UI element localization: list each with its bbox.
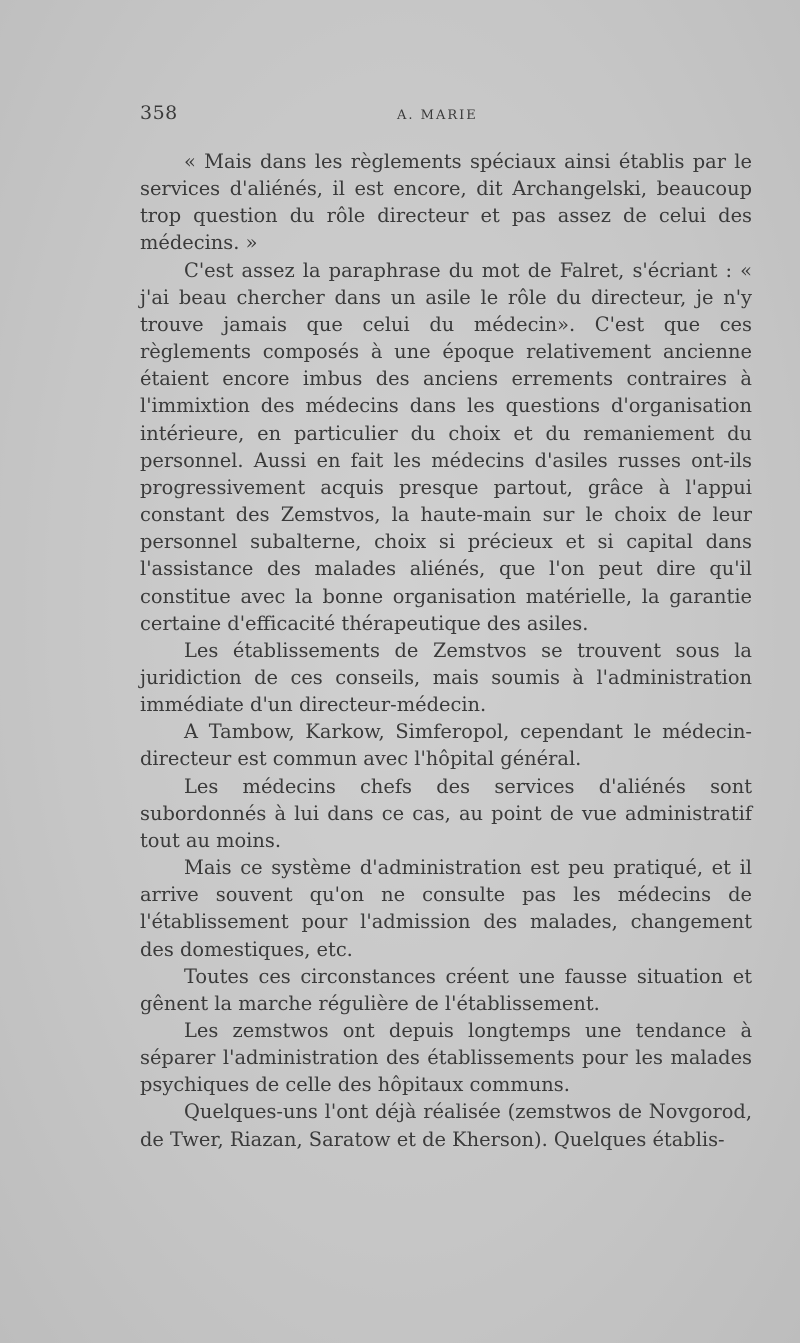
paragraph-1: « Mais dans les règlements spéciaux ainsi établis par le services d'aliénés, il est encore, dit Archangelski, beaucoup trop question du rôle directeur et pas assez de celui des médecins. » [140, 150, 752, 255]
paragraph-9: Quelques-uns l'ont déjà réalisée (zemstwos de Novgorod, de Twer, Riazan, Saratow et de Kherson). Quelques établis- [140, 1100, 752, 1151]
paragraph-3: Les établissements de Zemstvos se trouvent sous la juridiction de ces conseils, mais soumis à l'administration immédiate d'un directeur-médecin. [140, 638, 752, 717]
paragraph-2: C'est assez la paraphrase du mot de Falret, s'écriant : « j'ai beau chercher dans un asile le rôle du directeur, je n'y trouve jamais que celui du médecin». C'est que ces règlements composés à une époque relativement ancienne étaient encore imbus des anciens errements contraires à l'immixtion des médecins dans les questions d'organisation intérieure, en particulier du choix et du remaniement du personnel. Aussi en fait les médecins d'asiles russes ont-ils progressivement acquis presque partout, grâce à l'appui constant des Zemstvos, la haute-main sur le choix de leur personnel subalterne, choix si précieux et si capital dans l'assistance des malades aliénés, que l'on peut dire qu'il constitue avec la bonne organisation matérielle, la garantie certaine d'efficacité thérapeutique des asiles. [140, 258, 752, 635]
paragraph-6: Mais ce système d'administration est peu pratiqué, et il arrive souvent qu'on ne consulte pas les médecins de l'établissement pour l'admission des malades, changement des domestiques, etc. [140, 856, 752, 961]
page-number: 358 [140, 102, 178, 124]
paragraph-8: Les zemstwos ont depuis longtemps une tendance à séparer l'administration des établissements pour les malades psychiques de celle des hôpitaux communs. [140, 1019, 752, 1097]
running-head: A. MARIE [397, 108, 478, 123]
paragraph-7: Toutes ces circonstances créent une fausse situation et gênent la marche régulière de l'établissement. [140, 964, 752, 1015]
paragraph-5: Les médecins chefs des services d'aliénés sont subordonnés à lui dans ce cas, au point de vue administratif tout au moins. [140, 774, 752, 852]
page-header [140, 102, 752, 132]
body-text [140, 148, 752, 1153]
paragraph-4: A Tambow, Karkow, Simferopol, cependant le médecin-directeur est commun avec l'hôpital général. [140, 720, 752, 771]
